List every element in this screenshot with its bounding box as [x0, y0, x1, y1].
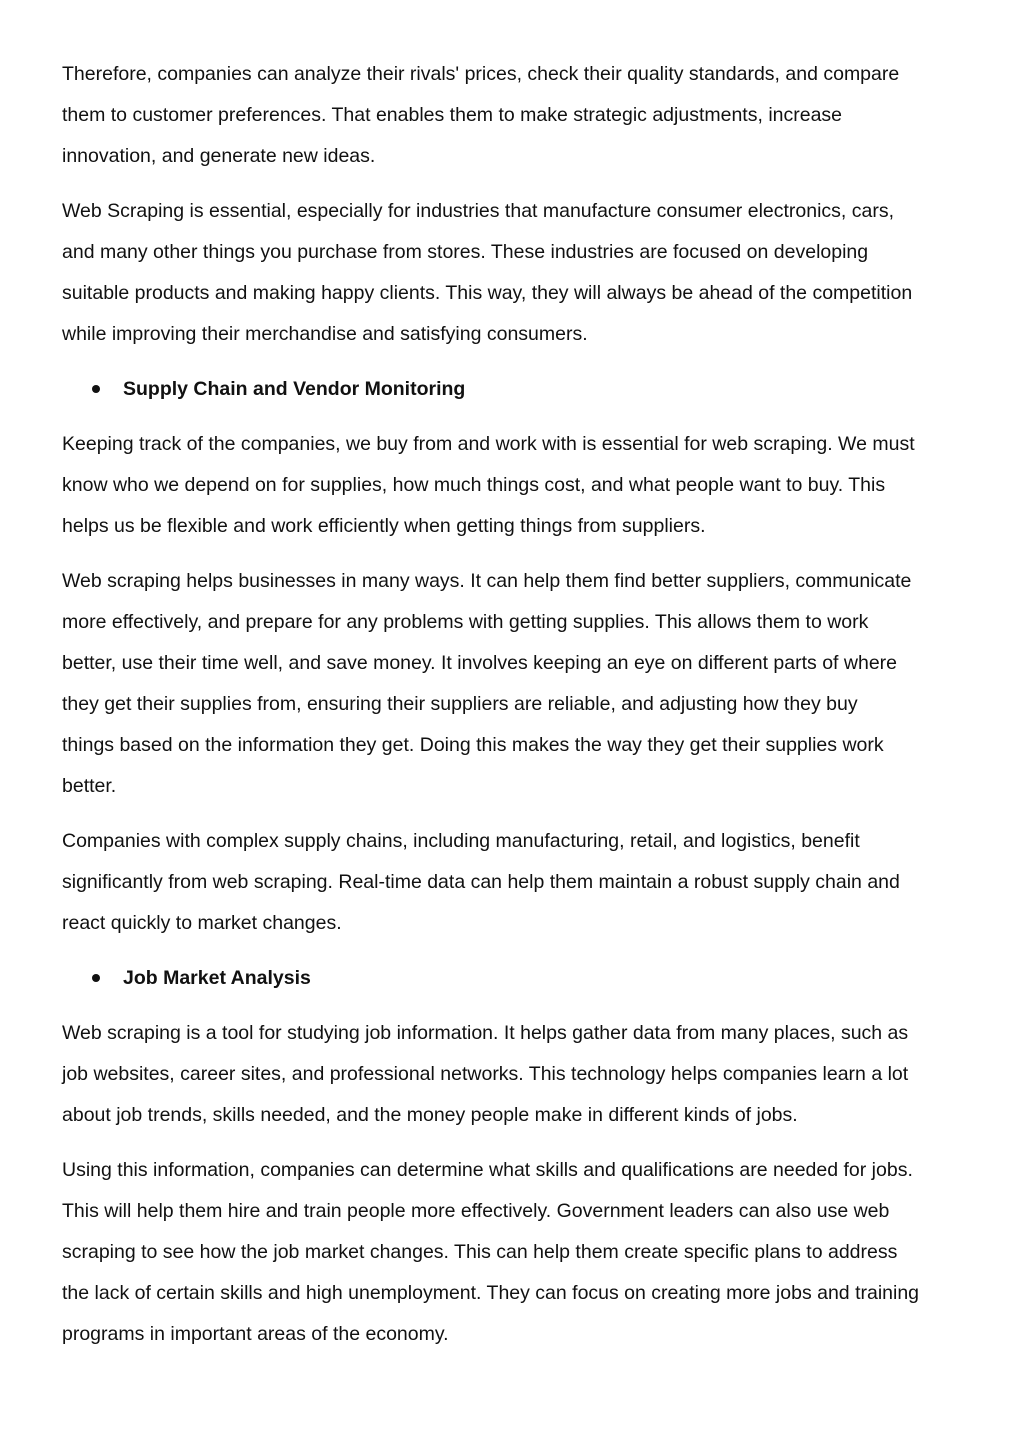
- document-page: [62, 54, 966, 1369]
- paragraph-keeping-track: [62, 424, 966, 547]
- text-line: scraping to see how the job market changes. This can help them create specific plans to address: [62, 1241, 898, 1263]
- text-line: Web scraping is a tool for studying job information. It helps gather data from many places, such as: [62, 1022, 909, 1044]
- bullet-heading: Job Market Analysis: [123, 967, 311, 989]
- bullet-dot-icon: [92, 385, 100, 393]
- paragraph-using-information: [62, 1150, 966, 1355]
- text-line: Keeping track of the companies, we buy from and work with is essential for web scraping. We must: [62, 433, 915, 455]
- text-line: better.: [62, 775, 117, 797]
- paragraph-competitor-analysis: [62, 54, 966, 177]
- text-line: Therefore, companies can analyze their rivals' prices, check their quality standards, and compare: [62, 63, 900, 85]
- text-line: react quickly to market changes.: [62, 912, 342, 934]
- bullet-heading: Supply Chain and Vendor Monitoring: [123, 378, 466, 400]
- paragraph-complex-supply-chains: [62, 821, 966, 944]
- text-line: and many other things you purchase from stores. These industries are focused on developing: [62, 241, 869, 263]
- text-line: Web scraping helps businesses in many ways. It can help them find better suppliers, communicate: [62, 570, 912, 592]
- text-line: them to customer preferences. That enables them to make strategic adjustments, increase: [62, 104, 843, 126]
- paragraph-industries: [62, 191, 966, 355]
- text-line: more effectively, and prepare for any problems with getting supplies. This allows them to work: [62, 611, 869, 633]
- text-line: while improving their merchandise and satisfying consumers.: [62, 323, 588, 345]
- text-line: significantly from web scraping. Real-time data can help them maintain a robust supply chain and: [62, 871, 900, 893]
- paragraph-job-information: [62, 1013, 966, 1136]
- text-line: the lack of certain skills and high unemployment. They can focus on creating more jobs and training: [62, 1282, 920, 1304]
- text-line: suitable products and making happy clients. This way, they will always be ahead of the competition: [62, 282, 913, 304]
- text-line: about job trends, skills needed, and the money people make in different kinds of jobs.: [62, 1104, 798, 1126]
- text-line: programs in important areas of the economy.: [62, 1323, 449, 1345]
- bullet-supply-chain: [62, 369, 966, 410]
- text-line: This will help them hire and train people more effectively. Government leaders can also use web: [62, 1200, 890, 1222]
- text-line: Web Scraping is essential, especially for industries that manufacture consumer electronics, cars,: [62, 200, 895, 222]
- bullet-dot-icon: [92, 974, 100, 982]
- paragraph-helps-businesses: [62, 561, 966, 807]
- text-line: know who we depend on for supplies, how much things cost, and what people want to buy. This: [62, 474, 886, 496]
- text-line: job websites, career sites, and professional networks. This technology helps companies learn a lot: [62, 1063, 909, 1085]
- text-line: helps us be flexible and work efficiently when getting things from suppliers.: [62, 515, 706, 537]
- text-line: innovation, and generate new ideas.: [62, 145, 376, 167]
- text-line: things based on the information they get. Doing this makes the way they get their supplies work: [62, 734, 884, 756]
- bullet-job-market: [62, 958, 966, 999]
- text-line: Using this information, companies can determine what skills and qualifications are needed for jobs.: [62, 1159, 913, 1181]
- text-line: better, use their time well, and save money. It involves keeping an eye on different parts of where: [62, 652, 897, 674]
- text-line: they get their supplies from, ensuring their suppliers are reliable, and adjusting how they buy: [62, 693, 858, 715]
- text-line: Companies with complex supply chains, including manufacturing, retail, and logistics, benefit: [62, 830, 860, 852]
